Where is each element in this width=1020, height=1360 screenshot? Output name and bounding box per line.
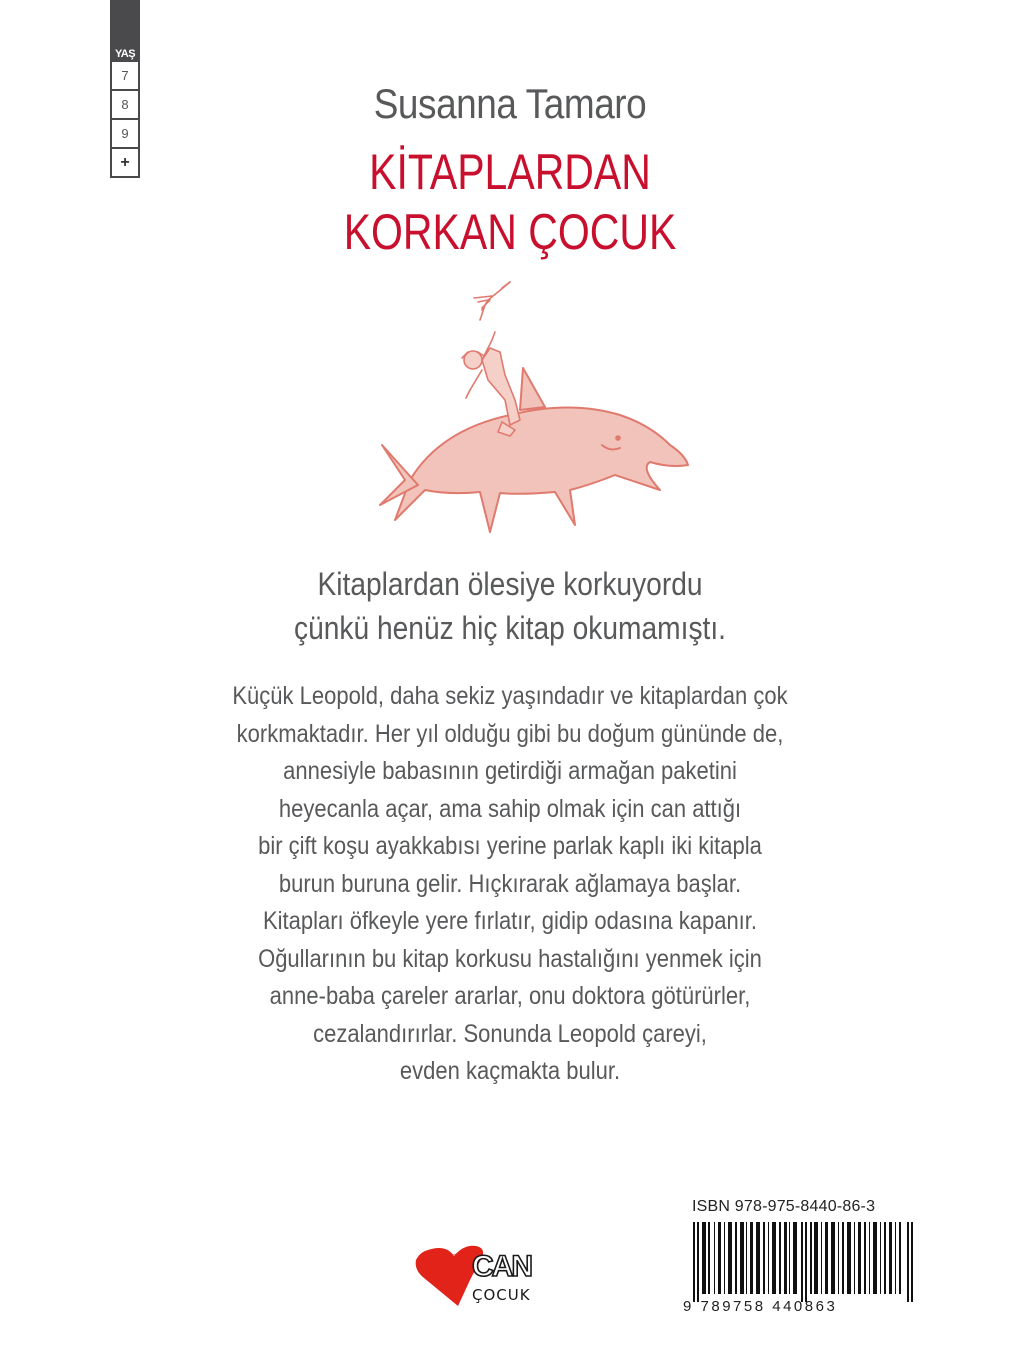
- publisher-logo: [410, 1240, 560, 1320]
- barcode-digits: 9 789758 440863: [683, 1298, 838, 1315]
- blurb-line: heyecanla açar, ama sahip olmak için can attığı: [278, 794, 742, 823]
- blurb-line: annesiyle babasının getirdiği armağan paketini: [283, 757, 737, 785]
- barcode: [693, 1222, 915, 1302]
- age-cell-9: 9: [112, 118, 138, 147]
- blurb-line: anne-baba çareler ararlar, onu doktora götürürler,: [269, 982, 751, 1010]
- age-cell-plus: +: [112, 147, 138, 176]
- logo-can-text: CAN: [472, 1250, 531, 1283]
- blurb-line: Oğullarının bu kitap korkusu hastalığını yenmek için: [258, 944, 762, 973]
- blurb-line: Küçük Leopold, daha sekiz yaşındadır ve kitaplardan çok: [232, 682, 788, 710]
- age-cell-8: 8: [112, 89, 138, 118]
- dolphin-illustration: [370, 280, 690, 540]
- blurb-text: [61, 678, 959, 1091]
- isbn-label: ISBN 978-975-8440-86-3: [692, 1198, 876, 1215]
- title-line-1: KİTAPLARDAN: [369, 144, 651, 200]
- tagline-line-1: Kitaplardan ölesiye korkuyordu: [317, 566, 703, 602]
- book-title: [92, 142, 928, 262]
- blurb-line: bir çift koşu ayakkabısı yerine parlak kaplı iki kitapla: [258, 832, 762, 860]
- blurb-line: evden kaçmakta bulur.: [399, 1057, 621, 1085]
- age-badge-header: [110, 0, 140, 62]
- author-name: Susanna Tamaro: [373, 80, 647, 127]
- blurb-line: korkmaktadır. Her yıl olduğu gibi bu doğum gününde de,: [236, 719, 784, 748]
- age-cell-7: 7: [112, 62, 138, 89]
- logo-cocuk-text: ÇOCUK: [472, 1286, 531, 1304]
- title-line-2: KORKAN ÇOCUK: [343, 204, 677, 260]
- blurb-line: cezalandırırlar. Sonunda Leopold çareyi,: [313, 1019, 707, 1048]
- blurb-line: Kitapları öfkeyle yere fırlatır, gidip odasına kapanır.: [262, 907, 758, 935]
- tagline: [61, 562, 959, 650]
- blurb-line: burun buruna gelir. Hıçkırarak ağlamaya başlar.: [278, 869, 742, 898]
- tagline-line-2: çünkü henüz hiç kitap okumamıştı.: [294, 610, 726, 646]
- age-label: YAŞ: [114, 48, 136, 60]
